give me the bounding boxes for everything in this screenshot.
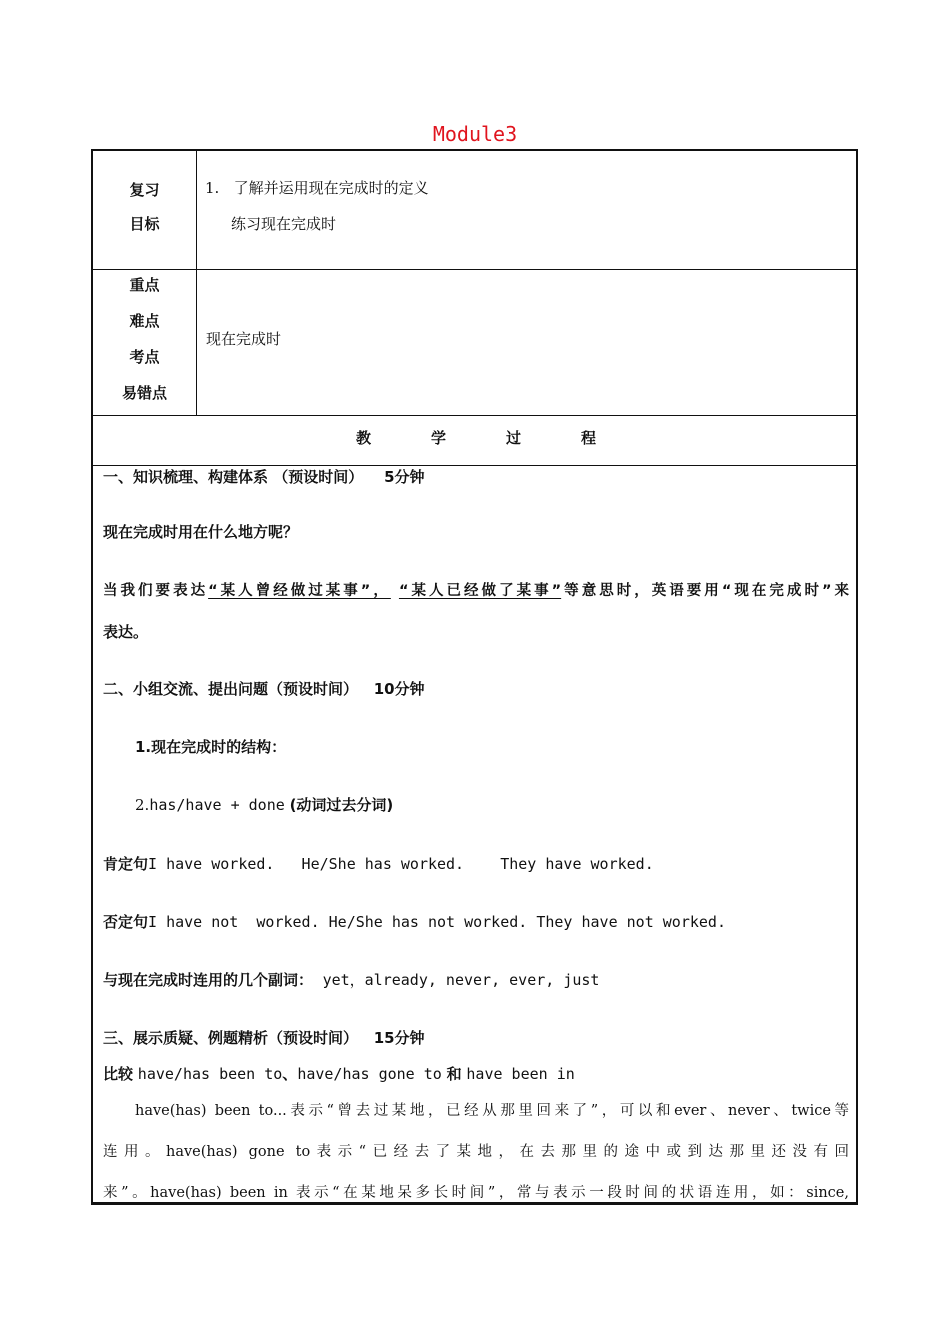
process-header-char: 学: [431, 429, 447, 447]
adverbs-line: 与现在完成时连用的几个副词： yet，already, never, ever, just: [103, 971, 600, 989]
explanation-line-2: 连用。have(has) gone to表示“已经去了某地，在去那里的途中或到达那里还没有回: [103, 1144, 849, 1160]
row-divider: [93, 415, 856, 416]
keypoint-content: 现在完成时: [206, 330, 282, 348]
section1-answer-line2: 表达。: [103, 623, 149, 641]
column-divider: [196, 151, 197, 415]
explanation-line-1: have(has) been to...表示“曾去过某地，已经从那里回来了”，可以和ever、never、twice等: [135, 1103, 849, 1119]
affirmative-sentence: 肯定句I have worked. He/She has worked. They have worked.: [103, 855, 654, 873]
row-divider: [93, 269, 856, 270]
section1-answer: 当我们要表达“某人曾经做过某事”， “某人已经做了某事”等意思时，英语要用“现在完成时”来: [103, 583, 850, 599]
process-header-char: 教: [356, 429, 372, 447]
quote-underlined: “某人曾经做过某事”，: [208, 583, 391, 599]
objectives-label-1: 复习: [129, 181, 160, 199]
section3-heading: 三、展示质疑、例题精析（预设时间） 15分钟: [103, 1029, 425, 1047]
objective-item-1: 1. 了解并运用现在完成时的定义: [205, 179, 429, 197]
keypoint-label-1: 重点: [129, 276, 160, 294]
negative-sentence: 否定句I have not worked. He/She has not worked. They have not worked.: [103, 913, 726, 931]
lesson-table: [91, 149, 858, 1205]
compare-line: 比较 have/has been to、have/has gone to 和 have been in: [103, 1065, 575, 1083]
section1-heading: 一、知识梳理、构建体系 （预设时间） 5分钟: [103, 468, 425, 486]
process-header-char: 过: [506, 429, 522, 447]
keypoint-label-2: 难点: [129, 312, 160, 330]
section1-question: 现在完成时用在什么地方呢？: [103, 523, 299, 541]
structure-point-2: 2.has/have + done (动词过去分词): [135, 796, 394, 814]
objectives-label-2: 目标: [129, 215, 160, 233]
explanation-line-3: 来”。have(has) been in 表示“在某地呆多长时间”，常与表示一段时间的状语连用，如：since,: [103, 1185, 849, 1201]
keypoint-label-4: 易错点: [121, 384, 167, 402]
quote-underlined: “某人已经做了某事”: [398, 583, 562, 599]
process-header-char: 程: [581, 429, 597, 447]
keypoint-label-3: 考点: [129, 348, 160, 366]
section2-heading: 二、小组交流、提出问题（预设时间） 10分钟: [103, 680, 425, 698]
objective-item-2: 练习现在完成时: [231, 215, 337, 233]
page-title: Module3: [432, 122, 518, 146]
structure-point-1: 1.现在完成时的结构：: [135, 738, 287, 756]
